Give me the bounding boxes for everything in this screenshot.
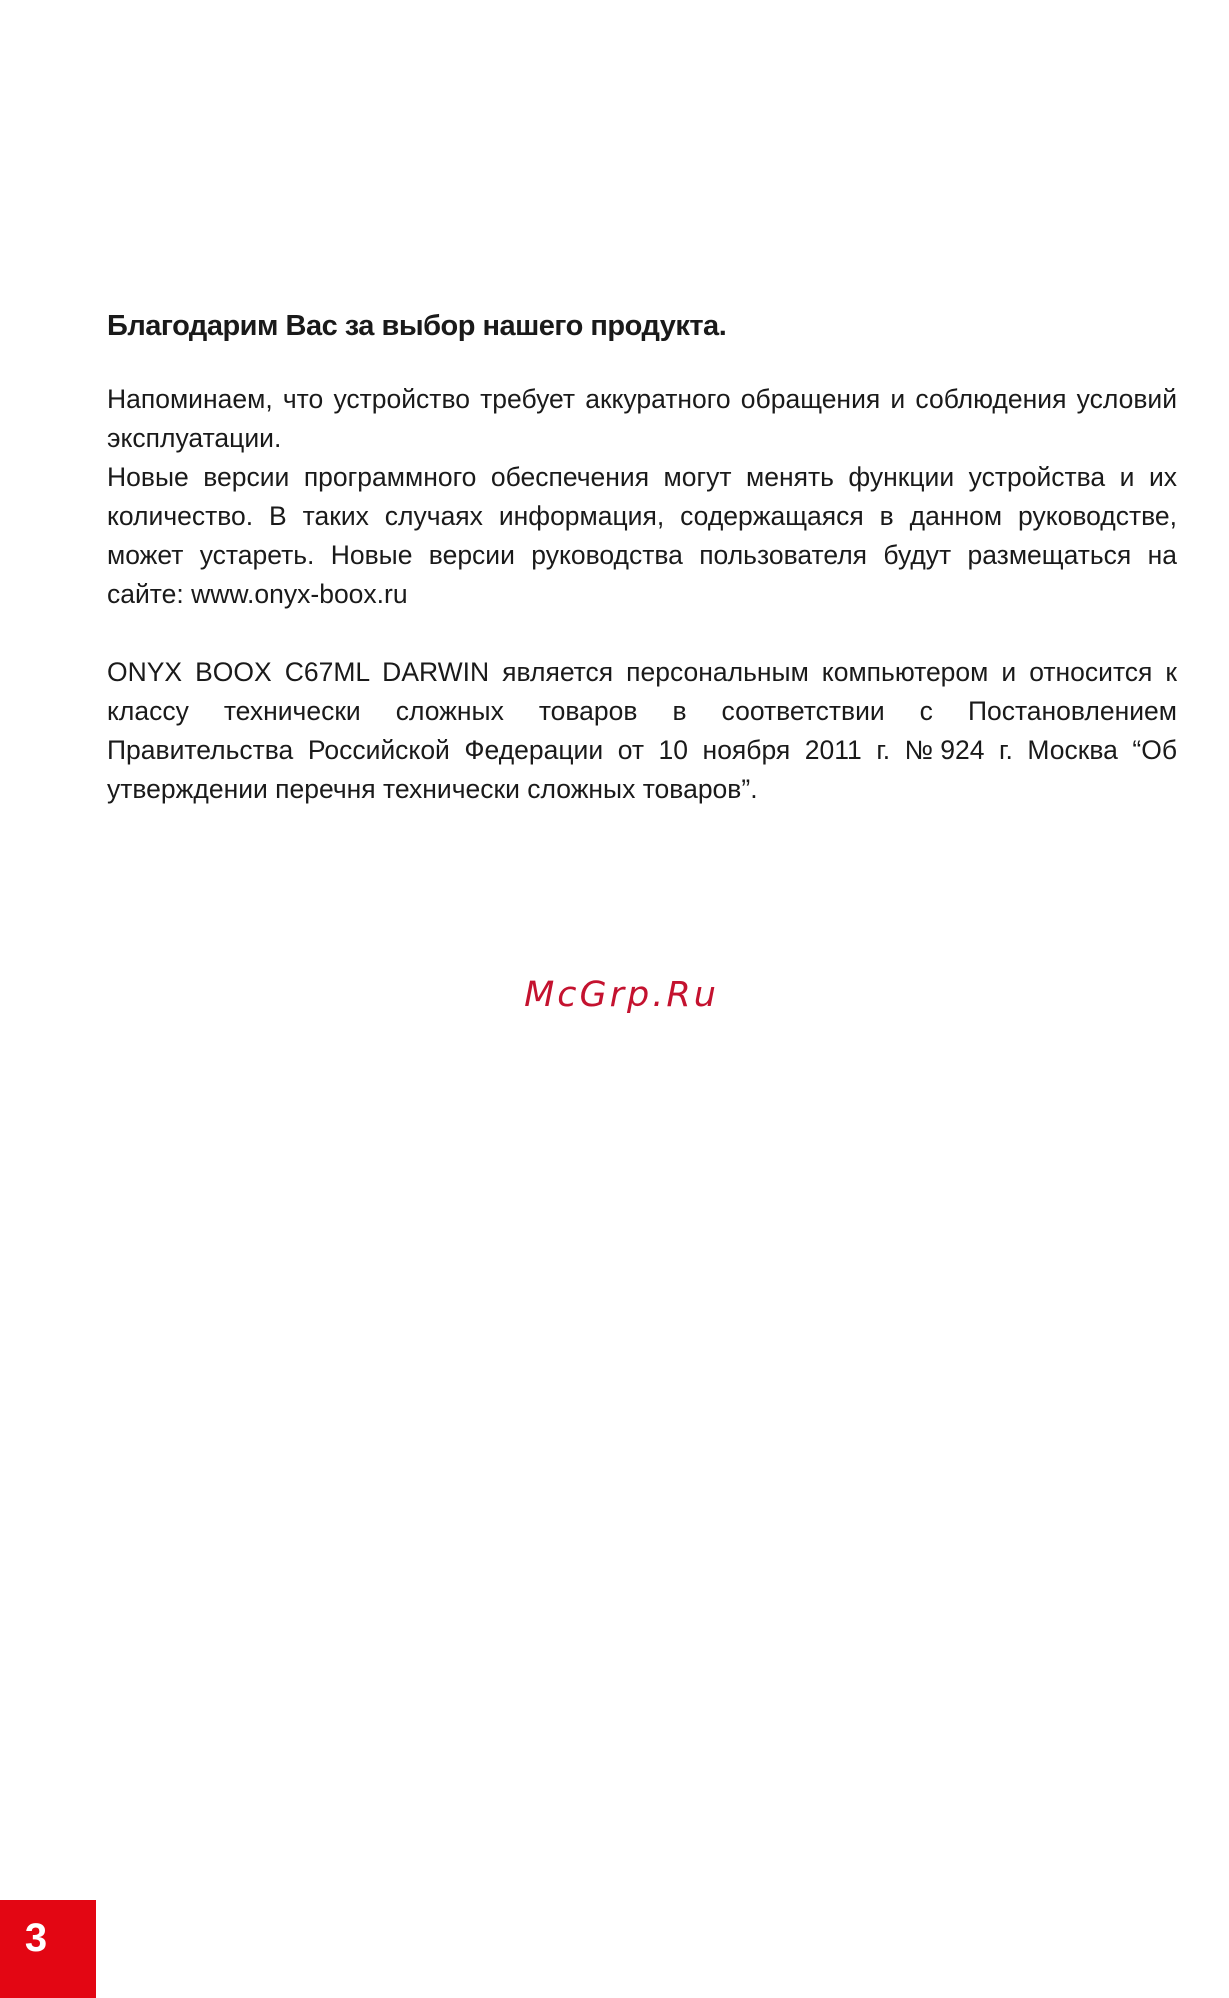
page-number-badge [0,1900,96,1998]
watermark-text: McGrp.Ru [524,975,719,1015]
main-content [107,308,1177,809]
page-heading: Благодарим Вас за выбор нашего продукта. [107,310,727,342]
paragraph-legal-classification: ONYX BOOX C67ML DARWIN является персональным компьютером и относится к классу технически сложных товаров в соответствии с Постановлением Правительства Российской Федерации от 10 ноября 2011 г. №924 г. Москва “Об утверждении перечня технически сложных товаров”. [107,657,1177,804]
paragraph-software-updates: Новые версии программного обеспечения могут менять функции устройства и их количество. В таких случаях информация, содержащаяся в данном руководстве, может устареть. Новые версии руководства пользователя будут размещаться на сайте: www.onyx-boox.ru [107,462,1177,609]
page-number: 3 [24,1916,48,1960]
paragraph-care-notice: Напоминаем, что устройство требует аккуратного обращения и соблюдения условий эксплуатации. [107,384,1177,453]
